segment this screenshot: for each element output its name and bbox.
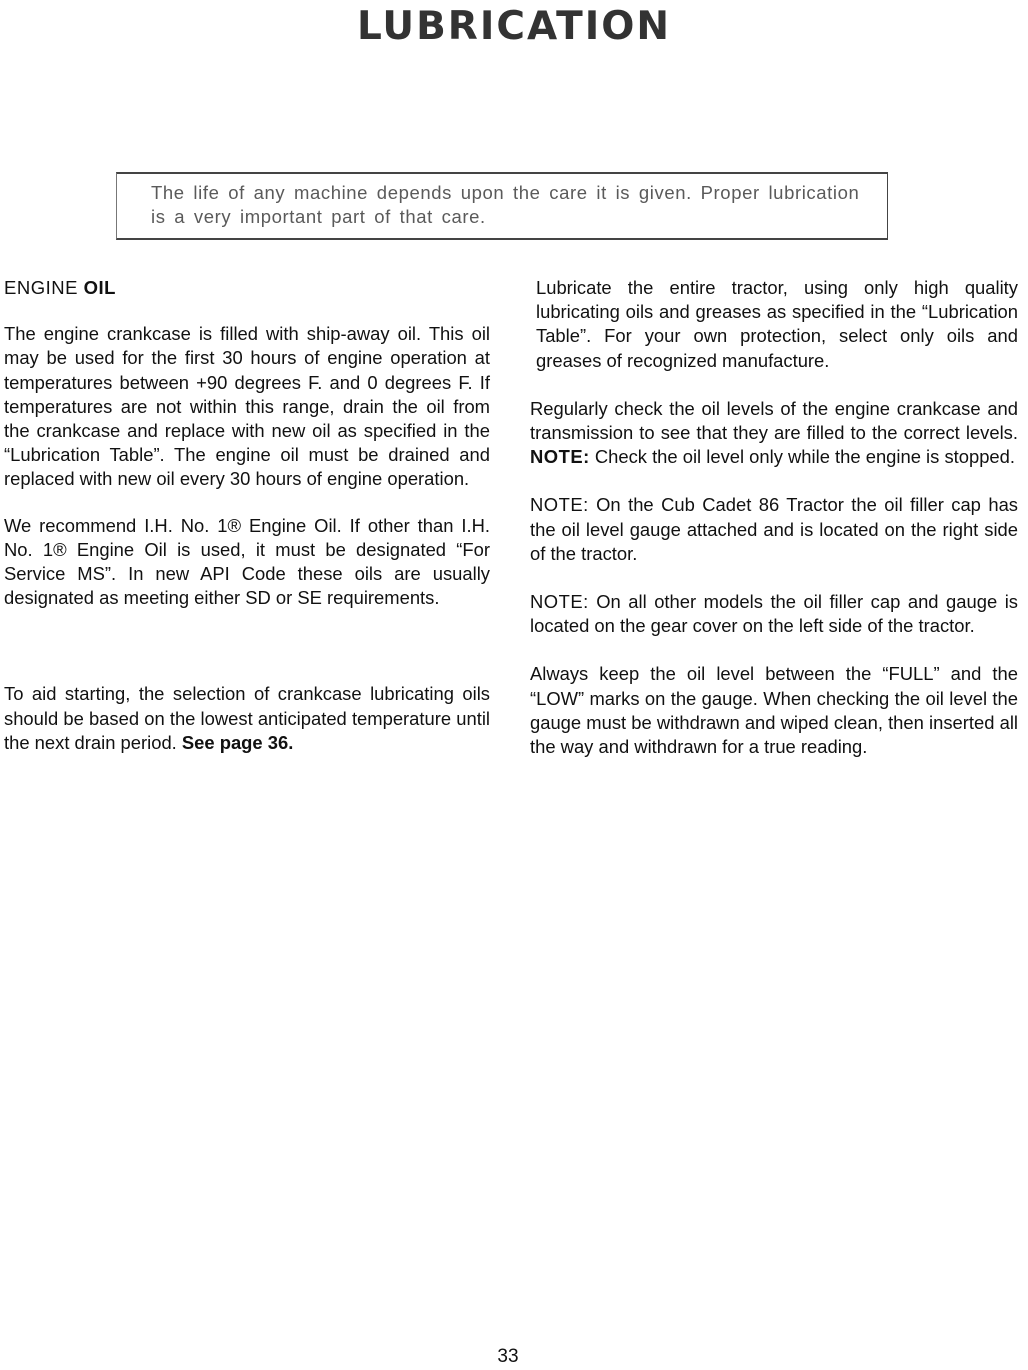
page-reference: See page 36.: [181, 731, 294, 753]
right-column: [530, 276, 1018, 783]
heading-prefix: ENGINE: [4, 277, 84, 298]
note-text: On the Cub Cadet 86 Tractor the oil filler cap has the oil level gauge attached and is located on the right side of the tractor.: [530, 494, 1018, 564]
left-column: [4, 276, 490, 777]
heading-bold: OIL: [83, 277, 116, 298]
note-label: NOTE:: [530, 446, 590, 468]
other-models-note-paragraph: [530, 590, 1018, 638]
intro-callout-box: [116, 172, 888, 240]
note-text: Check the oil level only while the engine is stopped.: [589, 446, 1016, 468]
oil-level-paragraph: Always keep the oil level between the “FULL” and the “LOW” marks on the gauge. When checking the oil level the gauge must be withdrawn and wiped clean, then inserted all the way and withdrawn for a true reading.: [530, 663, 1018, 758]
engine-oil-heading: [4, 276, 490, 300]
lubricate-tractor-paragraph: Lubricate the entire tractor, using only high quality lubricating oils and greases as specified in the “Lubrication Table”. For your own protection, select only oils and greases of recognized manufacture.: [536, 277, 1018, 371]
recommend-oil-paragraph: We recommend I.H. No. 1® Engine Oil. If other than I.H. No. 1® Engine Oil is used, it must be designated “For Service MS”. In new API Code these oils are usually designated as meeting either SD or SE requirements.: [4, 514, 490, 609]
check-levels-paragraph: [530, 397, 1018, 470]
page-number: 33: [497, 1346, 519, 1367]
check-levels-text: Regularly check the oil levels of the engine crankcase and transmission to see that they are filled to the correct levels.: [530, 397, 1018, 444]
aid-starting-text: To aid starting, the selection of crankcase lubricating oils should be based on the lowest anticipated temperature until the next drain period.: [4, 683, 490, 753]
aid-starting-paragraph: [4, 682, 490, 755]
intro-text: The life of any machine depends upon the care it is given. Proper lubrication is a very important part of that care.: [151, 182, 860, 227]
cub-cadet-note-paragraph: [530, 493, 1018, 566]
note-label: NOTE:: [530, 591, 589, 613]
crankcase-paragraph: The engine crankcase is filled with ship-away oil. This oil may be used for the first 30 hours of engine operation at temperatures between +90 degrees F. and 0 degrees F. If temperatures are not within this range, drain the oil from the crankcase and replace with new oil as specified in the “Lubrication Table”. The engine oil must be drained and replaced with new oil every 30 hours of engine operation.: [4, 323, 490, 490]
page-title: LUBRICATION: [356, 4, 672, 49]
note-text: On all other models the oil filler cap and gauge is located on the gear cover on the left side of the tractor.: [530, 591, 1018, 637]
note-label: NOTE:: [530, 494, 589, 516]
